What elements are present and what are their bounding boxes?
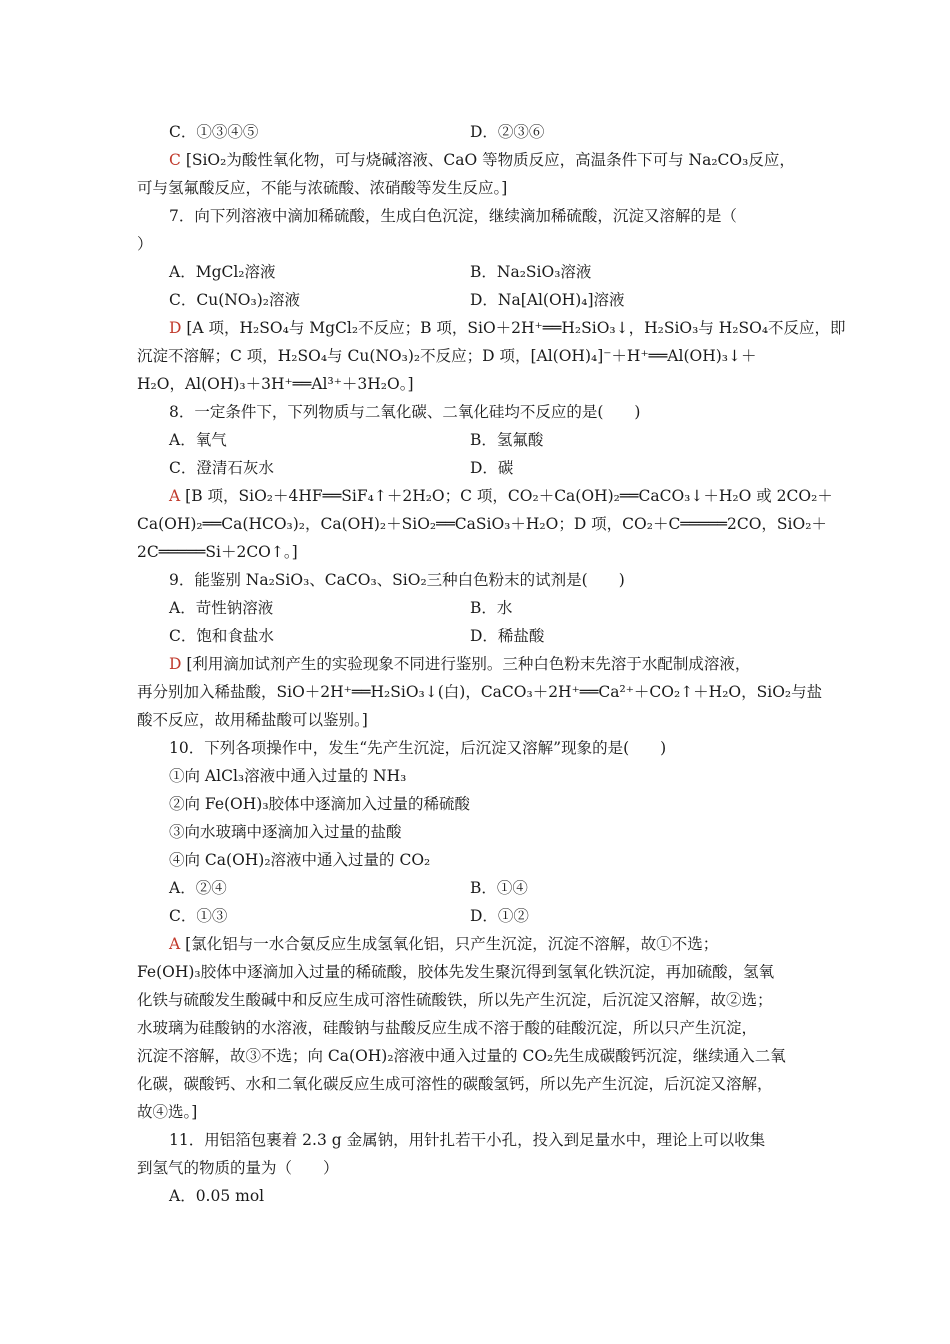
q9-option-c: C．饱和食盐水 (169, 627, 274, 645)
q7-explanation-line-3: H₂O，Al(OH)₃＋3H⁺══Al³⁺＋3H₂O。] (137, 375, 414, 393)
q11-options-a (137, 1182, 817, 1210)
q10-answer: A (169, 935, 181, 953)
q7-option-d: D．Na[Al(OH)₄]溶液 (470, 291, 625, 309)
q8-option-b: B．氢氟酸 (470, 431, 544, 449)
q8-options-ab (137, 426, 817, 454)
q11-option-a: A．0.05 mol (169, 1187, 265, 1205)
q8-option-d: D．碳 (470, 459, 514, 477)
q8-explanation-line-1: A [B 项，SiO₂＋4HF══SiF₄↑＋2H₂O；C 项，CO₂＋Ca(OH)₂══CaCO₃↓＋H₂O 或 2CO₂＋ (169, 487, 833, 505)
q10-explanation-line-7: 故④选。] (137, 1103, 198, 1121)
q10-option-d: D．①② (470, 907, 529, 925)
q9-explanation-line-3: 酸不反应，故用稀盐酸可以鉴别。] (137, 711, 368, 729)
q7-answer: D (169, 319, 182, 337)
q11-stem-line-1: 11．用铝箔包裹着 2.3 g 金属钠，用针扎若干小孔，投入到足量水中，理论上可以收集 (169, 1131, 766, 1149)
q10-options-cd (137, 902, 817, 930)
q7-stem-line-1: 7．向下列溶液中滴加稀硫酸，生成白色沉淀，继续滴加稀硫酸，沉淀又溶解的是（ (169, 207, 737, 225)
q10-item-1: ①向 AlCl₃溶液中通入过量的 NH₃ (169, 767, 407, 785)
q9-options-ab (137, 594, 817, 622)
q6-answer: C (169, 151, 181, 169)
q10-item-4: ④向 Ca(OH)₂溶液中通入过量的 CO₂ (169, 851, 431, 869)
q9-options-cd (137, 622, 817, 650)
q6-options-cd (137, 118, 817, 146)
q9-option-b: B．水 (470, 599, 513, 617)
q10-explanation-line-4: 水玻璃为硅酸钠的水溶液，硅酸钠与盐酸反应生成不溶于酸的硅酸沉淀，所以只产生沉淀， (137, 1019, 758, 1037)
q10-explanation-line-2: Fe(OH)₃胶体中逐滴加入过量的稀硫酸，胶体先发生聚沉得到氢氧化铁沉淀，再加硫酸，氢氧 (137, 963, 775, 981)
q9-answer: D (169, 655, 182, 673)
q9-option-d: D．稀盐酸 (470, 627, 545, 645)
q9-stem: 9．能鉴别 Na₂SiO₃、CaCO₃、SiO₂三种白色粉末的试剂是( ) (169, 571, 625, 589)
q8-explanation-line-2: Ca(OH)₂══Ca(HCO₃)₂，Ca(OH)₂＋SiO₂══CaSiO₃＋H₂O；D 项，CO₂＋C═════2CO，SiO₂＋ (137, 515, 827, 533)
q7-explanation-line-2: 沉淀不溶解；C 项，H₂SO₄与 Cu(NO₃)₂不反应；D 项，[Al(OH)₄]⁻＋H⁺══Al(OH)₃↓＋ (137, 347, 757, 365)
q9-explanation-line-1: D [利用滴加试剂产生的实验现象不同进行鉴别。三种白色粉末先溶于水配制成溶液， (169, 655, 751, 673)
q10-item-2: ②向 Fe(OH)₃胶体中逐滴加入过量的稀硫酸 (169, 795, 471, 813)
q8-option-a: A．氧气 (169, 431, 227, 449)
q9-explanation-line-2: 再分别加入稀盐酸，SiO＋2H⁺══H₂SiO₃↓(白)，CaCO₃＋2H⁺══Ca²⁺＋CO₂↑＋H₂O，SiO₂与盐 (137, 683, 823, 701)
q7-stem-line-2: ） (137, 235, 153, 253)
q10-explanation-line-6: 化碳，碳酸钙、水和二氧化碳反应生成可溶性的碳酸氢钙，所以先产生沉淀，后沉淀又溶解， (137, 1075, 773, 1093)
q9-option-a: A．苛性钠溶液 (169, 599, 274, 617)
q10-explanation-line-5: 沉淀不溶解，故③不选；向 Ca(OH)₂溶液中通入过量的 CO₂先生成碳酸钙沉淀，继续通入二氧 (137, 1047, 786, 1065)
q10-option-b: B．①④ (470, 879, 528, 897)
q10-option-c: C．①③ (169, 907, 228, 925)
q8-options-cd (137, 454, 817, 482)
q7-options-ab (137, 258, 817, 286)
document-page (137, 118, 846, 1210)
q6-option-d: D．②③⑥ (470, 123, 545, 141)
q7-option-b: B．Na₂SiO₃溶液 (470, 263, 592, 281)
q7-option-a: A．MgCl₂溶液 (169, 263, 276, 281)
q10-options-ab (137, 874, 817, 902)
q8-explanation-line-3: 2C═════Si＋2CO↑。] (137, 543, 298, 561)
q8-answer: A (169, 487, 181, 505)
q10-explanation-line-3: 化铁与硫酸发生酸碱中和反应生成可溶性硫酸铁，所以先产生沉淀，后沉淀又溶解，故②选； (137, 991, 773, 1009)
q10-item-3: ③向水玻璃中逐滴加入过量的盐酸 (169, 823, 402, 841)
q10-stem: 10．下列各项操作中，发生“先产生沉淀，后沉淀又溶解”现象的是( ) (169, 739, 667, 757)
q8-stem: 8．一定条件下，下列物质与二氧化碳、二氧化硅均不反应的是( ) (169, 403, 641, 421)
q11-stem-line-2: 到氢气的物质的量为（ ） (137, 1159, 339, 1177)
q8-option-c: C．澄清石灰水 (169, 459, 274, 477)
q10-explanation-line-1: A [氯化铝与一水合氨反应生成氢氧化铝，只产生沉淀，沉淀不溶解，故①不选； (169, 935, 719, 953)
q7-options-cd (137, 286, 817, 314)
q6-explanation-line-1: C [SiO₂为酸性氧化物，可与烧碱溶液、CaO 等物质反应，高温条件下可与 Na₂CO₃反应， (169, 151, 795, 169)
q7-option-c: C．Cu(NO₃)₂溶液 (169, 291, 300, 309)
q6-explanation-line-2: 可与氢氟酸反应，不能与浓硫酸、浓硝酸等发生反应。] (137, 179, 508, 197)
q10-option-a: A．②④ (169, 879, 227, 897)
q6-option-c: C．①③④⑤ (169, 123, 259, 141)
q7-explanation-line-1: D [A 项，H₂SO₄与 MgCl₂不反应；B 项，SiO＋2H⁺══H₂SiO₃↓，H₂SiO₃与 H₂SO₄不反应，即 (169, 319, 846, 337)
